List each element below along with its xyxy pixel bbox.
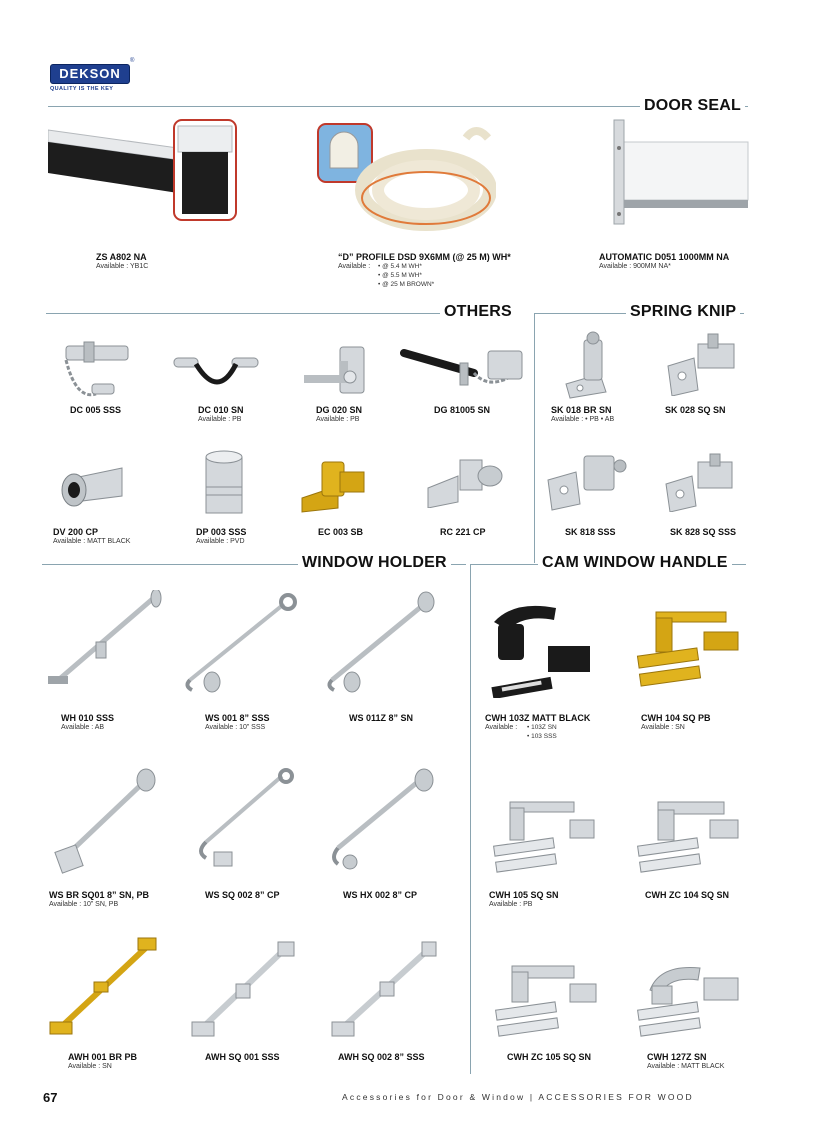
product-availability: Available : • PB • AB [551,416,615,423]
product-code: DP 003 SSS [196,527,247,537]
dp-003-image [200,447,248,517]
dc-010-image [172,350,262,395]
product-availability: Available : SN [68,1063,112,1070]
availability-option: • 103Z SN [527,724,557,731]
awh-sq-002-image [326,938,446,1046]
wh-010-image [44,590,164,700]
cwh-104-image [634,608,744,688]
product-code: WS 001 8” SSS [205,713,270,723]
ws-br-sq01-image [44,768,164,878]
product-code: SK 828 SQ SSS [670,527,737,537]
cwh-zc-104-image [634,798,744,878]
window-holder-title: WINDOW HOLDER [298,554,451,572]
product-availability: Available : MATT BLACK [647,1063,725,1070]
ws-hx-002-image [322,768,442,878]
ws-011z-image [322,590,442,700]
brand-registered-mark: ® [130,58,135,64]
product-availability: Available : [485,724,518,731]
product-code: CWH 105 SQ SN [489,890,559,900]
product-availability: Available : YB1C [96,263,149,270]
product-availability: Available : 10” SN, PB [49,901,119,908]
product-code: CWH 127Z SN [647,1052,707,1062]
brand-tagline: QUALITY IS THE KEY [50,86,114,92]
product-code: WS SQ 002 8” CP [205,890,280,900]
product-availability: Available : PVD [196,538,245,545]
availability-option: • @ 5.5 M WH* [378,272,422,279]
product-availability: Available : PB [316,416,360,423]
dg-020-image [300,343,380,398]
product-code: WH 010 SSS [61,713,115,723]
brand-logo [50,58,135,92]
product-availability: Available : AB [61,724,105,731]
product-code: DC 005 SSS [70,405,122,415]
product-code: CWH 103Z MATT BLACK [485,713,591,723]
product-availability: Available : PB [489,901,533,908]
product-code: AWH SQ 001 SSS [205,1052,280,1062]
product-code: AWH SQ 002 8” SSS [338,1052,425,1062]
rc-221-image [426,458,506,508]
cwh-zc-105-image [492,960,602,1042]
product-code: ZS A802 NA [96,252,147,262]
product-availability: Available : [338,263,371,270]
sk-818-image [544,452,634,512]
product-code: CWH ZC 104 SQ SN [645,890,730,900]
sk-028-image [664,330,744,396]
availability-option: • @ 25 M BROWN* [378,281,435,288]
product-availability: Available : MATT BLACK [53,538,131,545]
product-code: SK 818 SSS [565,527,616,537]
product-code: CWH 104 SQ PB [641,713,711,723]
product-code: WS HX 002 8” CP [343,890,418,900]
product-code: AWH 001 BR PB [68,1052,138,1062]
page-number: 67 [43,1090,58,1105]
availability-option: • 103 SSS [527,733,557,740]
zs-a802-image [48,118,243,223]
product-code: SK 018 BR SN [551,405,612,415]
product-code: EC 003 SB [318,527,364,537]
product-availability: Available : PB [198,416,242,423]
availability-option: • @ 5.4 M WH* [378,263,422,270]
product-code: WS 011Z 8” SN [349,713,414,723]
product-code: WS BR SQ01 8” SN, PB [49,890,150,900]
dv-200-image [60,462,130,512]
cwh-127z-image [634,960,746,1042]
product-code: DV 200 CP [53,527,99,537]
others-title: OTHERS [440,303,516,321]
product-code: SK 028 SQ SN [665,405,726,415]
dg-81005-image [400,343,530,398]
cwh-105-image [490,798,600,878]
ws-sq-002-image [186,768,306,878]
product-code: DC 010 SN [198,405,244,415]
product-code: RC 221 CP [440,527,486,537]
ec-003-image [298,458,368,513]
cwh-103z-image [484,598,614,698]
product-code: DG 020 SN [316,405,363,415]
footer-caption: Accessories for Door & Window | ACCESSORIES FOR WOOD [342,1092,694,1102]
product-code: CWH ZC 105 SQ SN [507,1052,592,1062]
d-profile-image [316,118,496,233]
spring-knip-divider [534,313,535,563]
automatic-d051-image [600,118,750,228]
product-availability: Available : SN [641,724,685,731]
sk-828-image [662,452,742,512]
product-code: DG 81005 SN [434,405,491,415]
awh-sq-001-image [186,938,306,1046]
cam-handle-title: CAM WINDOW HANDLE [538,554,732,572]
product-availability: Available : 10” SSS [205,724,266,731]
sk-018-image [560,330,630,400]
awh-001-image [44,934,164,1046]
product-code: “D” PROFILE DSD 9X6MM (@ 25 M) WH* [338,252,511,262]
cam-handle-divider [470,564,471,1074]
product-code: AUTOMATIC D051 1000MM NA [599,252,730,262]
door-seal-title: DOOR SEAL [640,97,745,115]
brand-name: DEKSON [50,64,130,84]
product-availability: Available : 900MM NA* [599,263,671,270]
ws-001-image [180,590,300,700]
spring-knip-title: SPRING KNIP [626,303,740,321]
dc-005-image [56,340,136,400]
